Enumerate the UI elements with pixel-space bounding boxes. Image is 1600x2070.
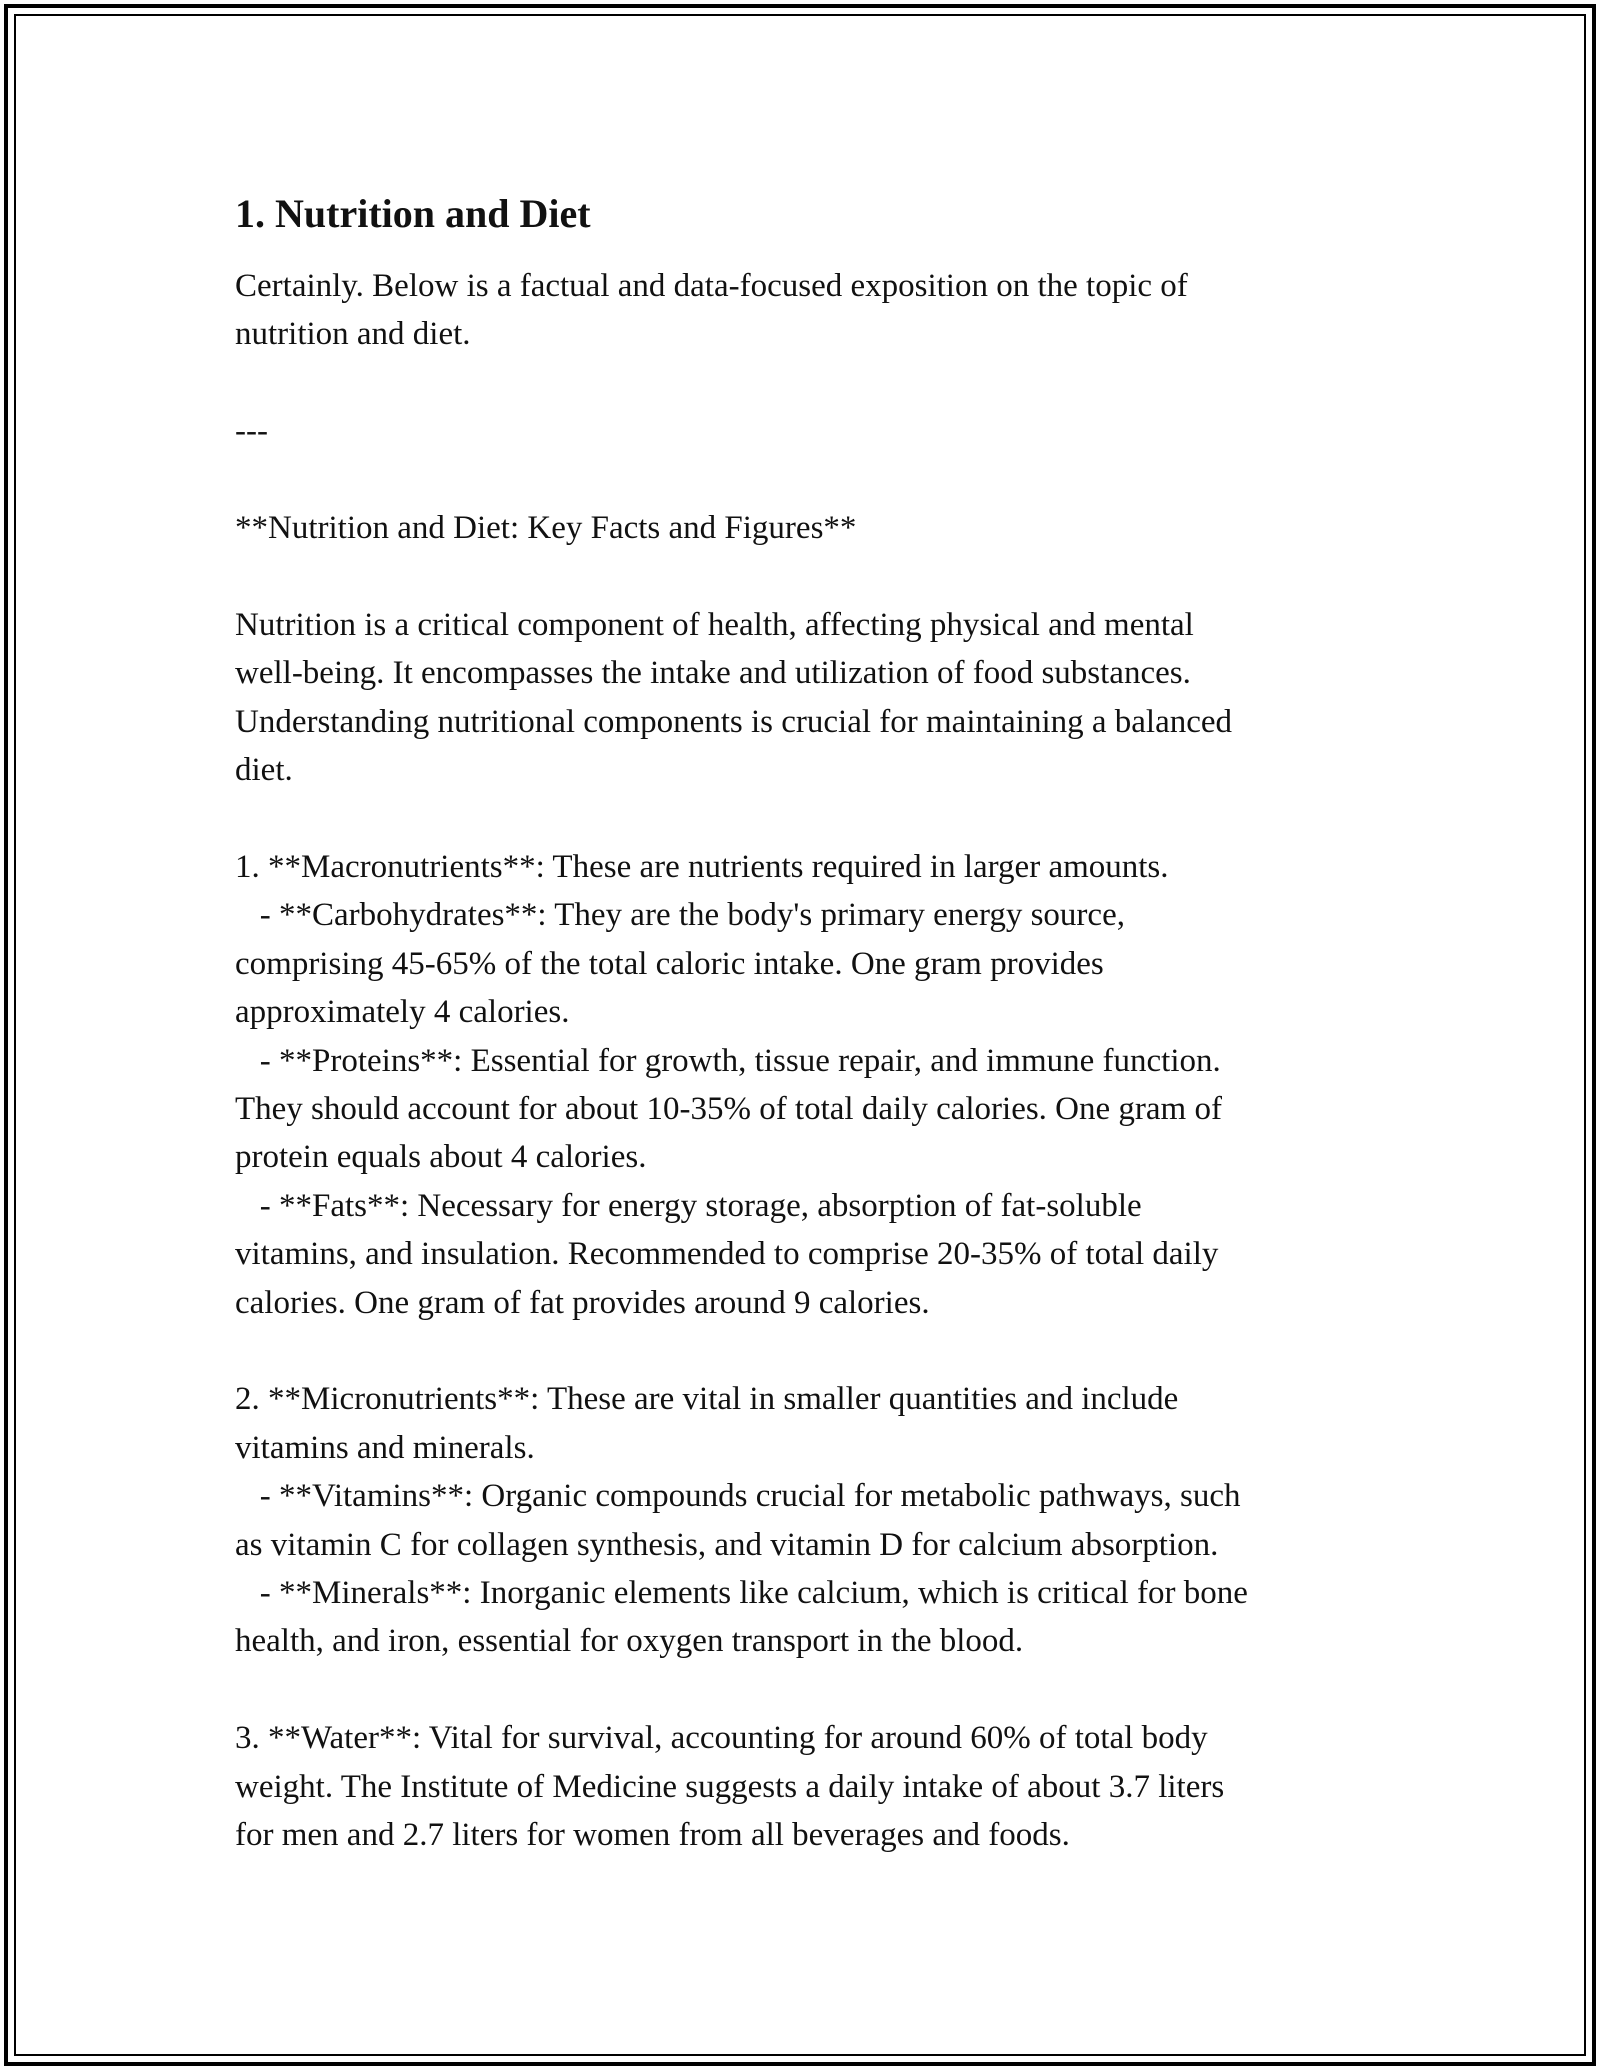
body-text: Certainly. Below is a factual and data-focused exposition on the topic of nutrition and diet. --- **Nutrition and Diet: Key Facts and Figures** Nutrition is a critical component of health, affecting physical and mental well-being. It encompasses the intake and utilization of food substances. Understanding nutritional components is crucial for maintaining a balanced diet. 1. **Macronutrients**: These are nutrients required in larger amounts. - **Carbohydrates**: They are the body's primary energy source, comprising 45-65% of the total caloric intake. One gram provides approximately 4 calories. - **Proteins**: Essential for growth, tissue repair, and immune function. They should account for about 10-35% of total daily calories. One gram of protein equals about 4 calories. - **Fats**: Necessary for energy storage, absorption of fat-soluble vitamins, and insulation. Recommended to comprise 20-35% of total daily calories. One gram of fat provides around 9 calories. 2. **Micronutrients**: These are vital in smaller quantities and include vitamins and minerals. - **Vitamins**: Organic compounds crucial for metabolic pathways, such as vitamin C for collagen synthesis, and vitamin D for calcium absorption. - **Minerals**: Inorganic elements like calcium, which is critical for bone health, and iron, essential for oxygen transport in the blood. 3. **Water**: Vital for survival, accounting for around 60% of total body weight. The Institute of Medicine suggests a daily intake of about 3.7 liters for men and 2.7 liters for women from all beverages and foods.: [235, 268, 1248, 1853]
page-title: 1. Nutrition and Diet: [235, 191, 591, 236]
document-content: [235, 186, 1375, 1859]
